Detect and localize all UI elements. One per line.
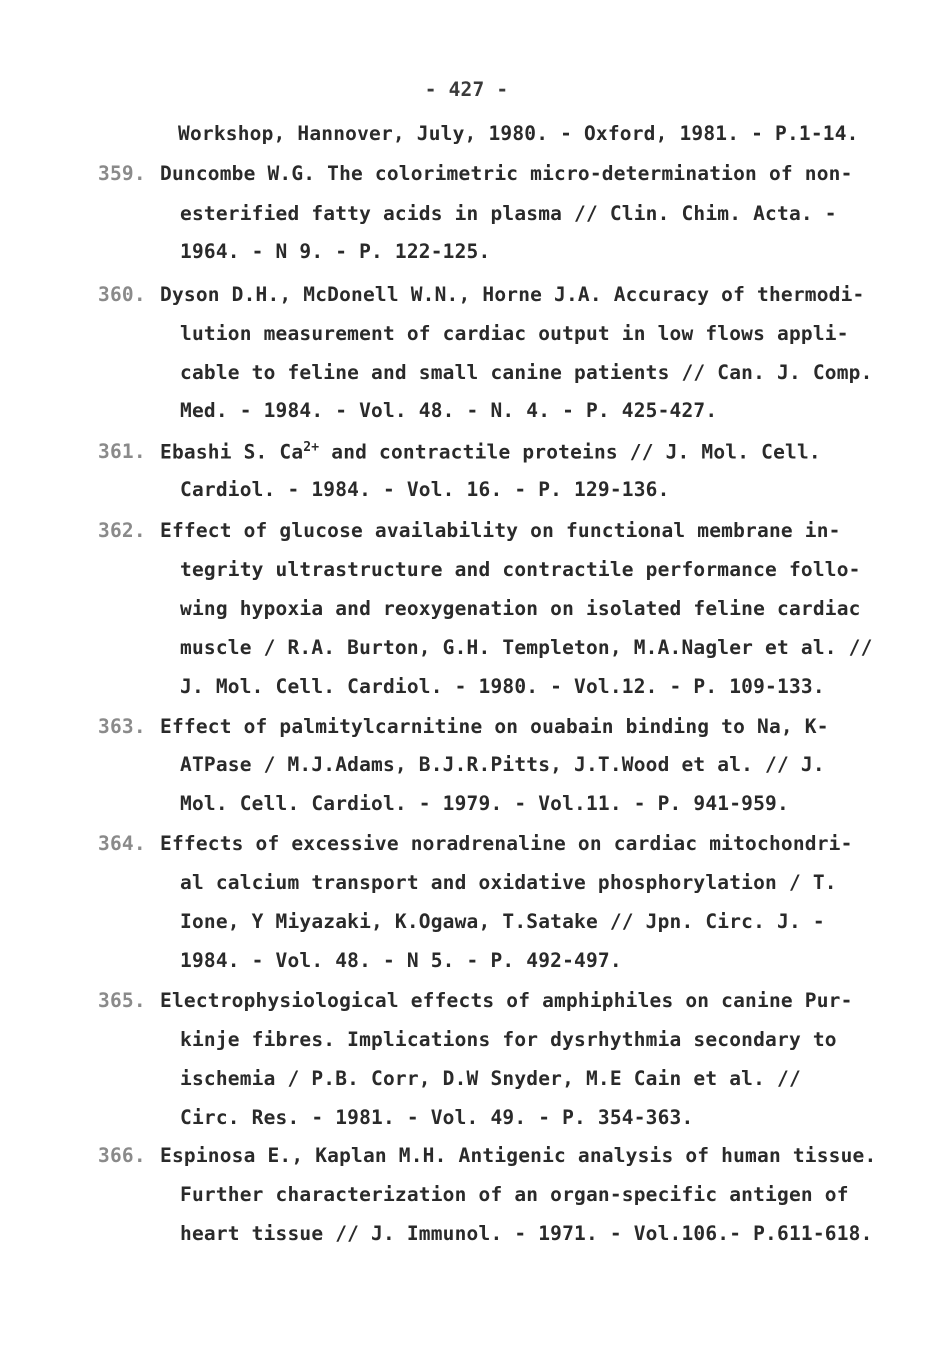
reference-line: kinje fibres. Implications for dysrhythmia secondary to — [180, 1028, 837, 1051]
reference-line: heart tissue // J. Immunol. - 1971. - Vol.106.- P.611-618. — [180, 1222, 873, 1245]
reference-line: Workshop, Hannover, July, 1980. - Oxford, 1981. - P.1-14. — [178, 122, 859, 145]
reference-line: Cardiol. - 1984. - Vol. 16. - P. 129-136. — [180, 478, 670, 501]
reference-line: J. Mol. Cell. Cardiol. - 1980. - Vol.12. - P. 109-133. — [180, 675, 825, 698]
reference-line: Circ. Res. - 1981. - Vol. 49. - P. 354-363. — [180, 1106, 694, 1129]
superscript: 2+ — [303, 440, 320, 455]
reference-number: 362. — [98, 519, 146, 542]
reference-line: al calcium transport and oxidative phosphorylation / T. — [180, 871, 837, 894]
reference-line: 1964. - N 9. - P. 122-125. — [180, 240, 491, 263]
reference-line: 1984. - Vol. 48. - N 5. - P. 492-497. — [180, 949, 622, 972]
reference-line: cable to feline and small canine patients // Can. J. Comp. — [180, 361, 873, 384]
page-number: - 427 - — [424, 78, 509, 101]
reference-line: esterified fatty acids in plasma // Clin. Chim. Acta. - — [180, 202, 837, 225]
reference-line: ATPase / M.J.Adams, B.J.R.Pitts, J.T.Wood et al. // J. — [180, 753, 825, 776]
reference-line: wing hypoxia and reoxygenation on isolated feline cardiac — [180, 597, 861, 620]
reference-line: Med. - 1984. - Vol. 48. - N. 4. - P. 425-427. — [180, 399, 718, 422]
reference-line: lution measurement of cardiac output in low flows appli- — [180, 322, 849, 345]
reference-line: Duncombe W.G. The colorimetric micro-determination of non- — [160, 162, 853, 185]
reference-line: Espinosa E., Kaplan M.H. Antigenic analysis of human tissue. — [160, 1144, 877, 1167]
reference-number: 364. — [98, 832, 146, 855]
reference-line: Effects of excessive noradrenaline on cardiac mitochondri- — [160, 832, 853, 855]
reference-line: Ebashi S. $Ca^{2+}$ and contractile proteins // J. Mol. Cell. — [160, 440, 821, 464]
reference-line: Dyson D.H., McDonell W.N., Horne J.A. Accuracy of thermodi- — [160, 283, 865, 306]
reference-line: Effect of palmitylcarnitine on ouabain binding to Na, K- — [160, 715, 829, 738]
reference-number: 360. — [98, 283, 146, 306]
reference-line: tegrity ultrastructure and contractile performance follo- — [180, 558, 861, 581]
reference-number: 361. — [98, 440, 146, 463]
reference-number: 363. — [98, 715, 146, 738]
reference-line: Further characterization of an organ-specific antigen of — [180, 1183, 849, 1206]
reference-number: 366. — [98, 1144, 146, 1167]
reference-line: Effect of glucose availability on functional membrane in- — [160, 519, 841, 542]
reference-line: Mol. Cell. Cardiol. - 1979. - Vol.11. - P. 941-959. — [180, 792, 789, 815]
reference-line: Electrophysiological effects of amphiphiles on canine Pur- — [160, 989, 853, 1012]
reference-line: muscle / R.A. Burton, G.H. Templeton, M.A.Nagler et al. // — [180, 636, 873, 659]
reference-line: ischemia / P.B. Corr, D.W Snyder, M.E Cain et al. // — [180, 1067, 801, 1090]
reference-number: 365. — [98, 989, 146, 1012]
reference-line: Ione, Y Miyazaki, K.Ogawa, T.Satake // Jpn. Circ. J. - — [180, 910, 825, 933]
reference-number: 359. — [98, 162, 146, 185]
